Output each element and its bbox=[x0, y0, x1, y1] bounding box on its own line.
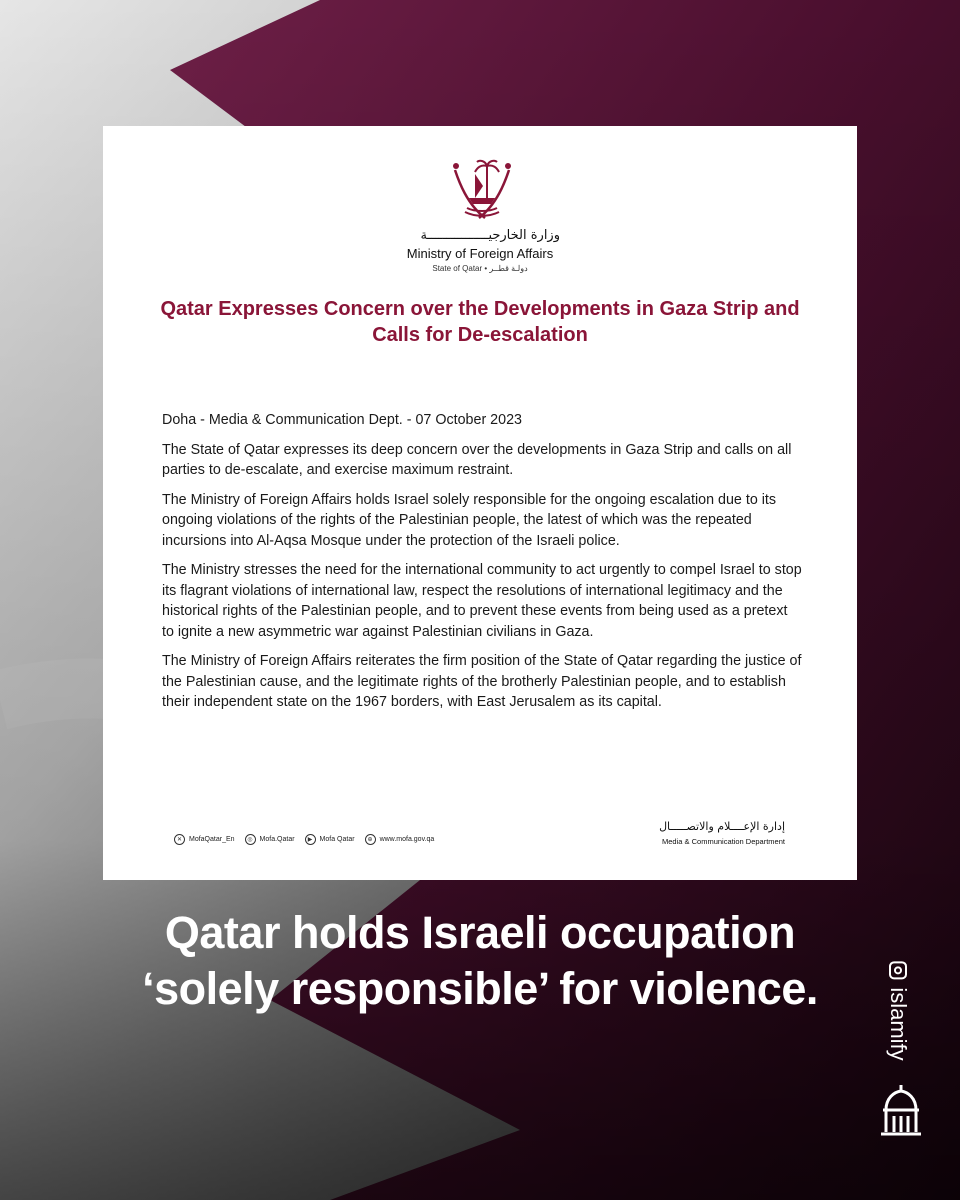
caption-line-1: Qatar holds Israeli occupation bbox=[164, 907, 796, 958]
social-website[interactable] bbox=[365, 834, 435, 845]
press-release-headline: Qatar Expresses Concern over the Developments in Gaza Strip and Calls for De-escalation bbox=[160, 298, 800, 346]
body-paragraph: The Ministry of Foreign Affairs holds Israel solely responsible for the ongoing escalation due to its ongoing violations of the rights of the Palestinian people, the latest of which was the repeated incursions into Al-Aqsa Mosque under the protection of the Israeli police. bbox=[162, 491, 777, 549]
social-label: Mofa Qatar bbox=[319, 835, 355, 843]
instagram-icon bbox=[889, 961, 907, 979]
post-caption bbox=[80, 905, 880, 1017]
social-label: www.mofa.gov.qa bbox=[379, 835, 435, 843]
instagram-icon: ◎ bbox=[245, 834, 256, 845]
social-x[interactable] bbox=[174, 834, 235, 845]
social-instagram[interactable] bbox=[245, 834, 295, 845]
social-links-footer bbox=[174, 828, 434, 850]
body-paragraph: The State of Qatar expresses its deep concern over the developments in Gaza Strip and calls on all parties to de-escalate, and exercise maximum restraint. bbox=[162, 441, 792, 478]
mosque-logo-icon bbox=[878, 1082, 924, 1138]
qatar-emblem-icon bbox=[445, 152, 519, 230]
body-paragraph: The Ministry of Foreign Affairs reiterates the firm position of the State of Qatar regarding the justice of the Palestinian cause, and the legitimate rights of the brotherly Palestinian people, and to establish their independent state on the 1967 borders, with East Jerusalem as its capital. bbox=[162, 653, 802, 710]
social-youtube[interactable] bbox=[305, 834, 355, 845]
brand-handle bbox=[868, 946, 928, 1076]
body-paragraph: The Ministry stresses the need for the international community to act urgently to compel Israel to stop its flagrant violations of international law, respect the resolutions of international legitimacy and the historical rights of the Palestinian people, and to prevent these events from being used as a pretext to ignite a new asymmetric war against Palestinian civilians in Gaza. bbox=[162, 562, 802, 640]
social-label: MofaQatar_En bbox=[189, 835, 235, 843]
social-label: Mofa.Qatar bbox=[259, 835, 295, 843]
press-release-body bbox=[162, 410, 802, 722]
youtube-icon: ▶ bbox=[305, 834, 316, 845]
state-of-qatar-line: State of Qatar • دولـة قطــر bbox=[432, 264, 528, 273]
caption-line-2: ‘solely responsible’ for violence. bbox=[142, 963, 818, 1014]
department-arabic-name: إدارة الإعــــلام والاتصـــــال bbox=[659, 820, 785, 833]
dateline: Doha - Media & Communication Dept. - 07 October 2023 bbox=[162, 412, 522, 428]
brand-handle-text: islamify bbox=[886, 987, 911, 1061]
ministry-arabic-name: وزارة الخارجيــــــــــــــــة bbox=[420, 228, 560, 243]
department-english-name: Media & Communication Department bbox=[662, 837, 785, 846]
globe-icon: ⊕ bbox=[365, 834, 376, 845]
ministry-english-name: Ministry of Foreign Affairs bbox=[406, 246, 554, 261]
x-icon: ✕ bbox=[174, 834, 185, 845]
